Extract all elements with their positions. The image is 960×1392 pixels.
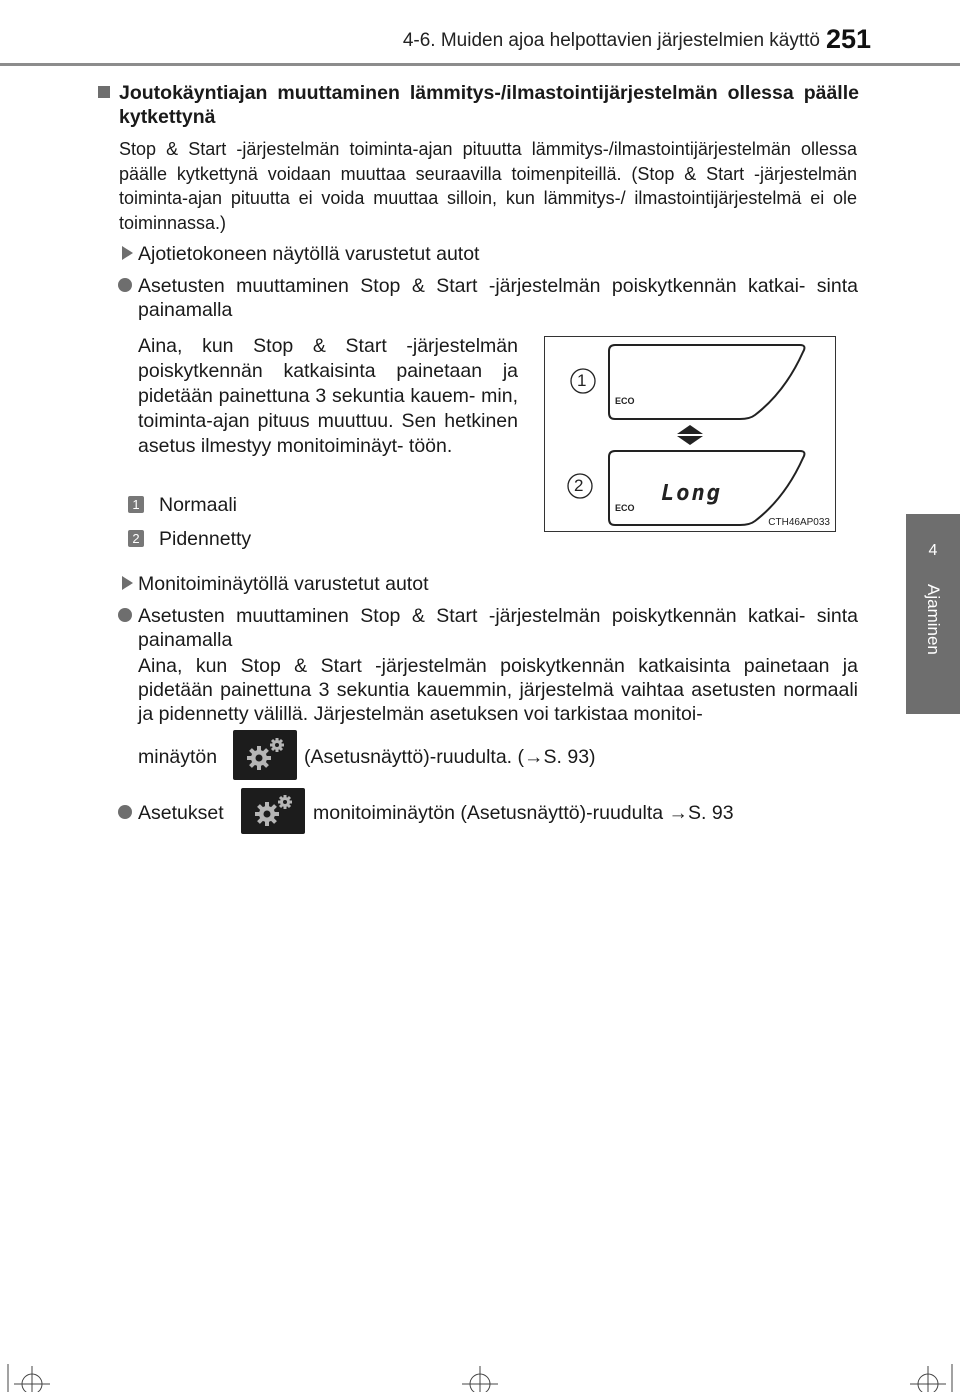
section-intro: Stop & Start -järjestelmän toiminta-ajan pituutta lämmitys-/ilmastointijärjestelmän ollessa päälle kytkettynä voidaan muuttaa seuraavilla toimenpiteillä. (Stop & Start -järjestelmän toiminta-ajan pituutta ei voida muuttaa silloin, kun lämmitys-/ ilmastointijärjestelmä ei ole toiminnassa.)	[119, 139, 857, 233]
inline-text-after-icon: (Asetusnäyttö)-ruudulta. (→S. 93)	[304, 746, 596, 768]
panel-1-number: 1	[577, 371, 587, 390]
inline-text-after-icon: monitoiminäytön (Asetusnäyttö)-ruudulta →S. 93	[313, 802, 734, 824]
triangle-bullet-icon	[122, 246, 133, 260]
round-bullet-icon	[118, 608, 132, 622]
panel-2-number: 2	[574, 476, 584, 495]
chapter-label: Ajaminen	[924, 584, 943, 655]
description-1: Aina, kun Stop & Start -järjestelmän poiskytkennän katkaisinta painetaan ja pidetään painettuna 3 sekuntia kauem- min, toiminta-ajan pituus muuttuu. Sen hetkinen asetus ilmestyy monitoiminäyt- töön.	[138, 335, 518, 457]
eco-indicator: ECO	[615, 503, 635, 513]
settings-gear-icon	[241, 788, 305, 834]
inline-text-before-icon: minäytön	[138, 746, 218, 768]
chapter-tab	[906, 514, 960, 714]
triangle-bullet-icon	[122, 576, 133, 590]
item-number-badge: 2	[128, 530, 144, 547]
item-label-normal: Normaali	[159, 494, 238, 516]
eco-indicator: ECO	[615, 396, 635, 406]
bullet-text-2: Asetusten muuttaminen Stop & Start -järjestelmän poiskytkennän katkai- sinta painamalla	[138, 605, 858, 651]
page-number: 251	[826, 24, 872, 54]
round-bullet-icon	[118, 278, 132, 292]
description-2: Aina, kun Stop & Start -järjestelmän poiskytkennän katkaisinta painetaan ja pidetään painettuna 3 sekuntia kauemmin, järjestelmä vaihtaa asetusten normaali ja pidennetty välillä. Järjestelmän asetuksen voi tarkistaa monitoi-	[138, 655, 858, 725]
chapter-number: 4	[928, 542, 938, 559]
subsection-title-2: Monitoiminäytöllä varustetut autot	[138, 573, 429, 595]
inline-text-before-icon: Asetukset	[138, 802, 224, 824]
subsection-title-1: Ajotietokoneen näytöllä varustetut autot	[138, 243, 480, 265]
header-divider	[0, 63, 960, 66]
settings-gear-icon	[233, 730, 297, 780]
item-number-badge: 1	[128, 496, 144, 513]
bullet-text-1: Asetusten muuttaminen Stop & Start -järjestelmän poiskytkennän katkai- sinta painamalla	[138, 275, 858, 321]
round-bullet-icon	[118, 805, 132, 819]
display-illustration	[544, 336, 836, 532]
square-bullet-icon	[98, 86, 110, 98]
figure-caption: CTH46AP033	[768, 517, 830, 528]
long-display-readout: Long	[661, 481, 722, 506]
running-header: 4-6. Muiden ajoa helpottavien järjestelmien käyttö	[402, 30, 820, 51]
registration-marks	[0, 1360, 960, 1392]
item-label-extended: Pidennetty	[159, 528, 252, 550]
section-heading: Joutokäyntiajan muuttaminen lämmitys-/ilmastointijärjestelmän ollessa päälle kytkettynä	[119, 82, 859, 128]
